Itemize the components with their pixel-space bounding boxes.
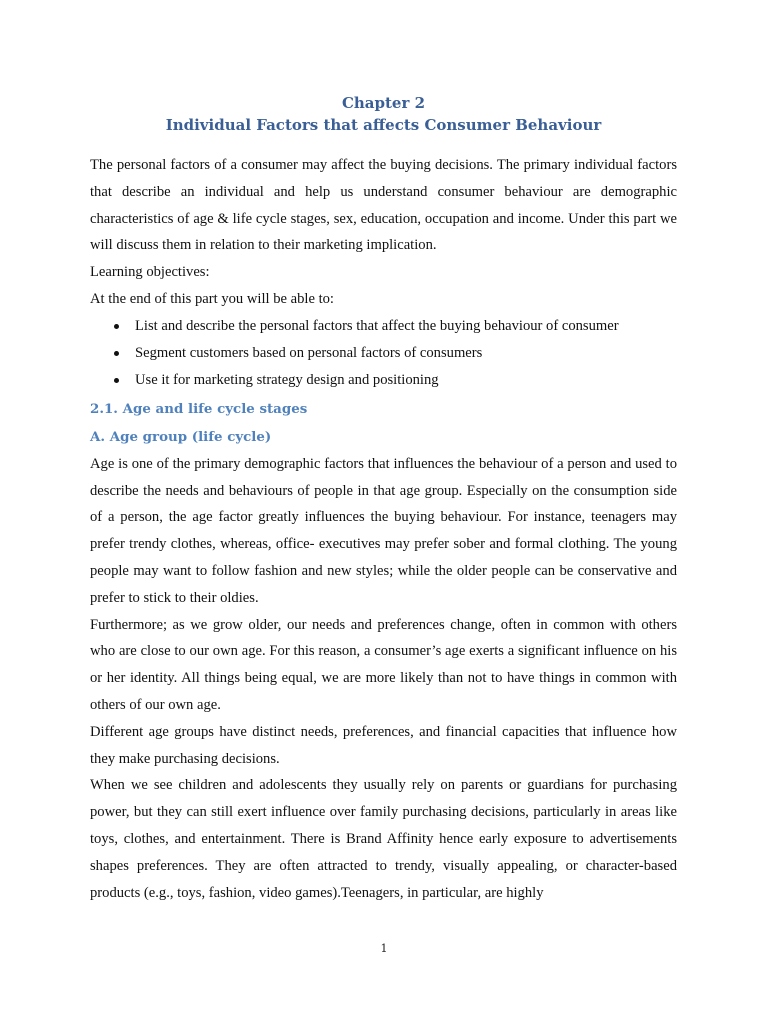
- chapter-title: Individual Factors that affects Consumer Behaviour: [165, 116, 602, 134]
- list-item: [90, 340, 677, 367]
- section-heading: 2.1. Age and life cycle stages: [90, 400, 308, 417]
- body-paragraph: Different age groups have distinct needs, preferences, and financial capacities that influence how they make purchasing decisions.: [90, 723, 677, 767]
- objective-text: Segment customers based on personal factors of consumers: [135, 344, 483, 361]
- body-paragraph: Furthermore; as we grow older, our needs and preferences change, often in common with others who are close to our own age. For this reason, a consumer’s age exerts a significant influence on his or her identity. All things being equal, we are more likely than not to have things in common with others of our own age.: [90, 616, 677, 713]
- section-subheading: A. Age group (life cycle): [90, 428, 272, 445]
- page-number: 1: [380, 942, 388, 955]
- body-paragraph: Age is one of the primary demographic factors that influences the behaviour of a person and used to describe the needs and behaviours of people in that age group. Especially on the consumption side of a person, the age factor greatly influences the buying behaviour. For instance, teenagers may prefer trendy clothes, whereas, office- executives may prefer sober and formal clothing. The young people may want to follow fashion and new styles; while the older people can be conservative and prefer to stick to their oldies.: [90, 455, 677, 606]
- list-item: [90, 313, 677, 340]
- objectives-list: [90, 313, 677, 394]
- objective-text: Use it for marketing strategy design and positioning: [135, 371, 439, 388]
- bullet-icon: [114, 378, 119, 383]
- objectives-label: Learning objectives:: [90, 264, 210, 281]
- objectives-lead: At the end of this part you will be able to:: [90, 290, 334, 307]
- list-item: [90, 367, 677, 394]
- chapter-number: Chapter 2: [341, 94, 426, 112]
- bullet-icon: [114, 324, 119, 329]
- bullet-icon: [114, 351, 119, 356]
- body-paragraph: When we see children and adolescents they usually rely on parents or guardians for purchasing power, but they can still exert influence over family purchasing decisions, particularly in areas like toys, clothes, and entertainment. There is Brand Affinity hence early exposure to advertisements shapes preferences. They are often attracted to trendy, visually appealing, or character-based products (e.g., toys, fashion, video games).Teenagers, in particular, are highly: [90, 777, 677, 901]
- objective-text: List and describe the personal factors that affect the buying behaviour of consumer: [135, 317, 619, 334]
- page-content: [90, 92, 677, 906]
- intro-paragraph: The personal factors of a consumer may affect the buying decisions. The primary individual factors that describe an individual and help us understand consumer behaviour are demographic characteristics of age & life cycle stages, sex, education, occupation and income. Under this part we will discuss them in relation to their marketing implication.: [90, 157, 677, 254]
